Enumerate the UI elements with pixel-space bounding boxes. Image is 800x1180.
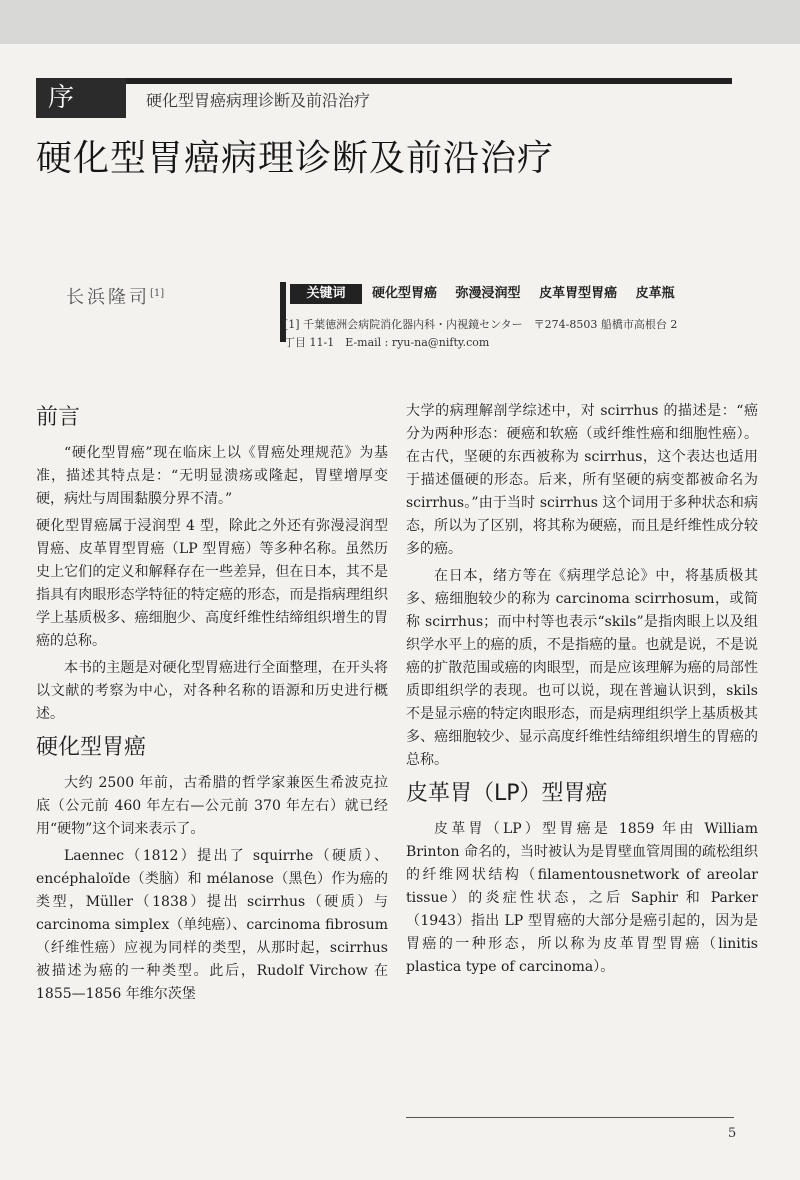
keyword-item: 皮革瓶: [635, 286, 675, 301]
affiliation: [284, 316, 754, 352]
author-ref: [1]: [150, 288, 165, 299]
affiliation-line: [1] 千葉徳洲会病院消化器内科・内視鏡センター 〒274-8503 船橋市高根台 2: [284, 318, 678, 331]
paragraph: 硬化型胃癌属于浸润型 4 型，除此之外还有弥漫浸润型胃癌、皮革胃型胃癌（LP 型胃癌）等多种名称。虽然历史上它们的定义和解释存在一些差异，但在日本，其不是指具有肉眼形态学特征的特定癌的形态，而是指病理组织学上基质极多、癌细胞少、高度纤维性结缔组织增生的胃癌的总称。: [36, 518, 388, 649]
paragraph: 大学的病理解剖学综述中，对 scirrhus 的描述是：“癌分为两种形态：硬癌和软癌（或纤维性癌和细胞性癌）。在古代，坚硬的东西被称为 scirrhus，这个表达也适用于描述僵硬的形态。后来，所有坚硬的病变都被命名为 scirrhus。”由于当时 scirrhus 这个词用于多种状态和病态，所以为了区别，将其称为硬癌，而且是纤维性成分较多的癌。: [406, 403, 758, 557]
section-band: [36, 78, 732, 112]
article-title: 硬化型胃癌病理诊断及前沿治疗: [36, 138, 555, 179]
footer-rule: [406, 1117, 734, 1118]
left-column: [36, 400, 388, 1010]
author-name: 长浜隆司: [66, 287, 150, 308]
right-column: [406, 400, 758, 983]
top-scan-margin: [0, 0, 800, 44]
paragraph: 在日本，绪方等在《病理学总论》中，将基质极其多、癌细胞较少的称为 carcinoma scirrhosum，或简称 scirrhus；而中村等也表示“skils”是指肉眼上以及组织学水平上的癌的质，不是指癌的量。也就是说，不是说癌的扩散范围或癌的肉眼型，而是应该理解为癌的局部性质即组织学的表现。也可以说，现在普遍认识到，skils 不是显示癌的特定肉眼形态，而是病理组织学上基质极其多、癌细胞较少、显示高度纤维性结缔组织增生的胃癌的总称。: [406, 568, 758, 768]
keywords-label: 关键词: [290, 284, 362, 304]
keyword-item: 硬化型胃癌: [372, 286, 438, 301]
paragraph: 本书的主题是对硬化型胃癌进行全面整理，在开头将以文献的考察为中心，对各种名称的语源和历史进行概述。: [36, 660, 388, 722]
paragraph: Laennec（1812）提出了 squirrhe（硬质）、encéphaloïde（类脑）和 mélanose（黑色）作为癌的类型，Müller（1838）提出 scirrhus（硬质）与 carcinoma simplex（单纯癌）、carcinoma fibrosum（纤维性癌）应视为同样的类型，从那时起，scirrhus 被描述为癌的一种类型。此后，Rudolf Virchow 在 1855—1856 年维尔茨堡: [36, 848, 388, 1002]
keyword-bar: [290, 284, 730, 306]
section-heading: 皮革胃（LP）型胃癌: [406, 781, 608, 806]
paragraph: 皮革胃（LP）型胃癌是 1859 年由 William Brinton 命名的，当时被认为是胃壁血管周围的疏松组织的纤维网状结构（filamentousnetwork of areolar tissue）的炎症性状态，之后 Saphir 和 Parker（1943）指出 LP 型胃癌的大部分是癌引起的，因为是胃癌的一种形态，所以称为皮革胃型胃癌（linitis plastica type of carcinoma）。: [406, 821, 758, 975]
paragraph: 大约 2500 年前，古希腊的哲学家兼医生希波克拉底（公元前 460 年左右—公元前 370 年左右）就已经用“硬物”这个词来表示了。: [36, 775, 388, 837]
author: [66, 283, 164, 309]
affiliation-line: 丁目 11-1 E-mail : ryu-na@nifty.com: [284, 336, 490, 349]
paragraph: “硬化型胃癌”现在临床上以《胃癌处理规范》为基准，描述其特点是：“无明显溃疡或隆起，胃壁增厚变硬，病灶与周围黏膜分界不清。”: [36, 445, 388, 507]
running-title: 硬化型胃癌病理诊断及前沿治疗: [146, 91, 371, 110]
section-heading: 硬化型胃癌: [36, 735, 147, 760]
section-mark: 序: [36, 78, 126, 118]
section-heading: 前言: [36, 405, 81, 430]
keyword-item: 弥漫浸润型: [455, 286, 521, 301]
keyword-item: 皮革胃型胃癌: [539, 286, 618, 301]
keyword-list: [372, 284, 689, 304]
page-number: 5: [728, 1126, 737, 1141]
